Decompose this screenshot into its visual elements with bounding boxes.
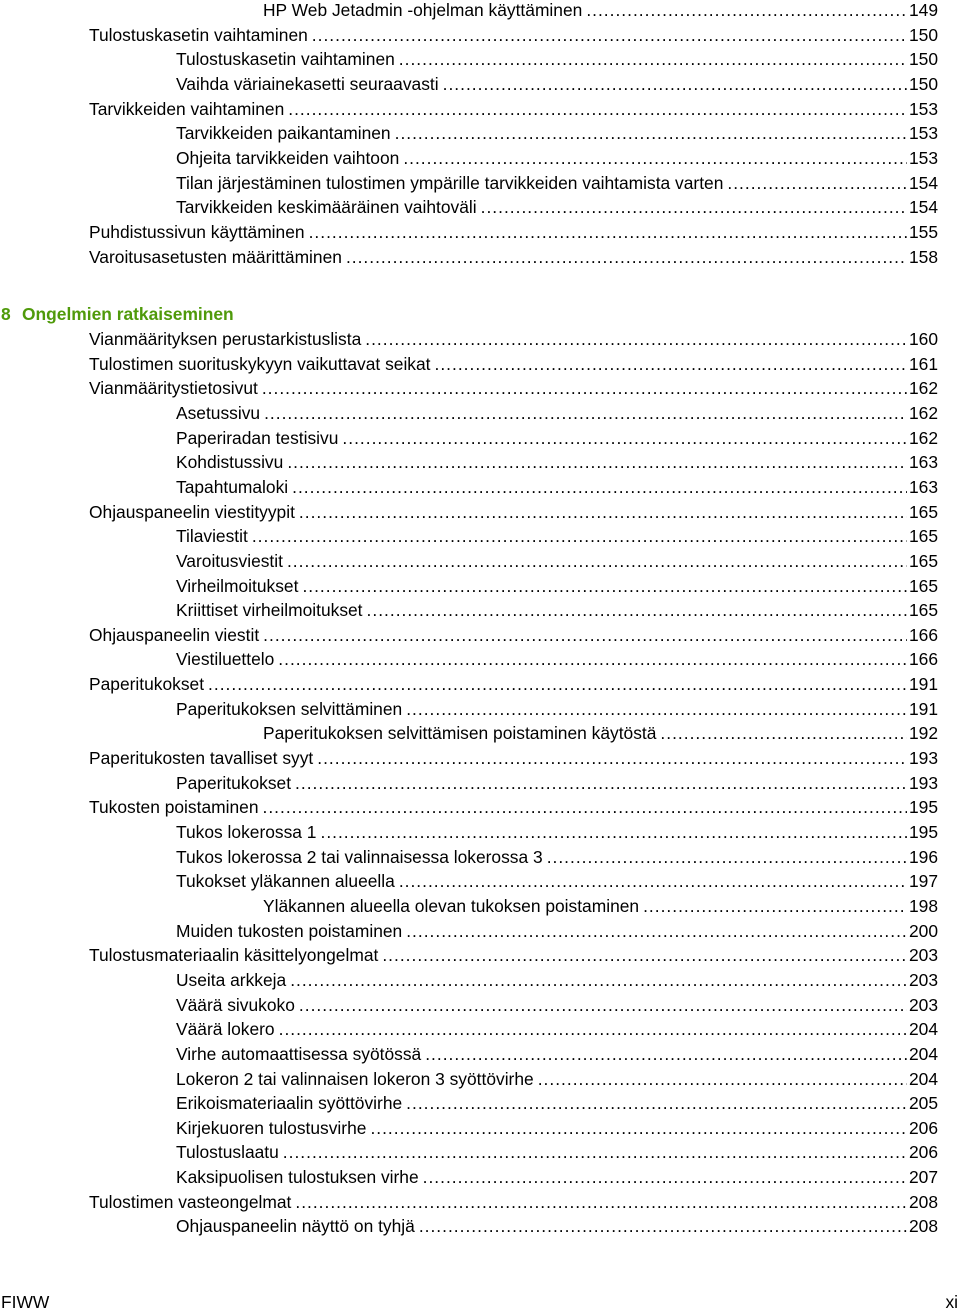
toc-entry-level-2 [176, 648, 938, 670]
toc-entry-level-2 [176, 1068, 938, 1090]
toc-entry-level-2 [176, 172, 938, 194]
dot-leader [538, 1068, 907, 1090]
dot-leader [643, 895, 907, 917]
toc-entry-title: Puhdistussivun käyttäminen [89, 221, 305, 242]
toc-entry[interactable] [0, 525, 960, 547]
toc-entry-title: Kaksipuolisen tulostuksen virhe [176, 1167, 419, 1188]
toc-entry[interactable] [0, 0, 960, 21]
toc-entry[interactable] [0, 796, 960, 818]
toc-entry-title: Erikoismateriaalin syöttövirhe [176, 1093, 403, 1114]
toc-entry[interactable] [0, 870, 960, 892]
chapter-heading[interactable] [0, 302, 960, 326]
dot-leader [399, 48, 907, 70]
toc-entry-title: Tarvikkeiden keskimääräinen vaihtoväli [176, 197, 477, 218]
dot-leader [399, 870, 907, 892]
toc-entry-level-1 [89, 673, 938, 695]
toc-entry-title: Paperitukokset [89, 674, 205, 695]
toc-entry-page-number: 206 [908, 1142, 938, 1163]
toc-entry-page-number: 162 [908, 378, 938, 399]
dot-leader [283, 1141, 907, 1163]
toc-entry-page-number: 166 [908, 649, 938, 670]
toc-entry-page-number: 153 [908, 98, 938, 119]
dot-leader [660, 722, 907, 744]
toc-entry[interactable] [0, 944, 960, 966]
toc-entry-level-1 [89, 221, 938, 243]
toc-entry[interactable] [0, 722, 960, 744]
toc-entry-title: Tarvikkeiden paikantaminen [176, 123, 391, 144]
toc-entry-page-number: 165 [908, 501, 938, 522]
toc-entry[interactable] [0, 747, 960, 769]
toc-entry-level-2 [176, 575, 938, 597]
toc-entry[interactable] [0, 402, 960, 424]
dot-leader [406, 698, 907, 720]
toc-entry-page-number: 162 [908, 427, 938, 448]
dot-leader [309, 221, 907, 243]
toc-entry-page-number: 195 [908, 822, 938, 842]
toc-entry-page-number: 198 [908, 895, 938, 916]
toc-entry-page-number: 191 [908, 698, 938, 719]
toc-entry-level-2 [176, 451, 938, 473]
toc-entry-title: Tukosten poistaminen [89, 797, 259, 818]
toc-entry[interactable] [0, 451, 960, 473]
chapter-number: 8 [1, 304, 11, 324]
dot-leader [342, 427, 907, 449]
dot-leader [208, 673, 907, 695]
dot-leader [295, 1191, 907, 1213]
toc-entry-level-1 [89, 98, 938, 120]
dot-leader [443, 73, 907, 95]
toc-entry-page-number: 150 [908, 49, 938, 70]
dot-leader [263, 624, 907, 646]
toc-entry-title: Yläkannen alueella olevan tukoksen poistaminen [263, 895, 640, 916]
toc-entry-page-number: 162 [908, 402, 938, 423]
dot-leader [263, 796, 907, 818]
toc-entry-level-1 [89, 1191, 938, 1213]
dot-leader [481, 196, 907, 218]
toc-entry-level-2 [176, 969, 938, 991]
dot-leader [295, 772, 907, 794]
dot-leader [727, 172, 907, 194]
dot-leader [288, 98, 907, 120]
dot-leader [586, 0, 907, 21]
toc-entry-title: Tulostuskasetin vaihtaminen [176, 49, 395, 70]
toc-entry-page-number: 207 [908, 1167, 938, 1188]
toc-entry[interactable] [0, 147, 960, 169]
toc-entry-title: Tapahtumaloki [176, 476, 289, 497]
toc-entry-level-1 [89, 246, 938, 268]
toc-entry-page-number: 193 [908, 772, 938, 793]
toc-entry-title: Tulostimen vasteongelmat [89, 1191, 292, 1212]
toc-entry-page-number: 154 [908, 197, 938, 218]
toc-entry-title: Kirjekuoren tulostusvirhe [176, 1117, 367, 1138]
toc-entry-page-number: 208 [908, 1216, 938, 1237]
toc-entry-page-number: 208 [908, 1191, 938, 1212]
toc-entry-level-3 [263, 895, 938, 917]
dot-leader [320, 821, 907, 843]
toc-entry-title: Paperitukoksen selvittämisen poistaminen käytöstä [263, 723, 657, 744]
toc-entry[interactable] [0, 920, 960, 942]
toc-entry[interactable] [0, 427, 960, 449]
dot-leader [299, 994, 907, 1016]
toc-entry[interactable] [0, 328, 960, 350]
toc-entry-title: Ohjauspaneelin viestityypit [89, 501, 295, 522]
toc-entry-page-number: 161 [908, 353, 938, 374]
toc-entry-title: Paperiradan testisivu [176, 427, 339, 448]
toc-entry-level-1 [89, 24, 938, 46]
toc-entry-page-number: 203 [908, 969, 938, 990]
dot-leader [290, 969, 907, 991]
toc-entry-level-2 [176, 1166, 938, 1188]
toc-entry[interactable] [0, 73, 960, 95]
toc-entry-page-number: 203 [908, 945, 938, 966]
toc-entry[interactable] [0, 476, 960, 498]
toc-entry[interactable] [0, 1043, 960, 1065]
toc-entry-title: Tilaviestit [176, 526, 248, 547]
toc-entry[interactable] [0, 24, 960, 46]
toc-entry[interactable] [0, 98, 960, 120]
toc-entry-title: Väärä sivukoko [176, 994, 295, 1015]
toc-entry-title: Paperitukokset [176, 772, 292, 793]
toc-entry-page-number: 203 [908, 994, 938, 1015]
toc-entry[interactable] [0, 221, 960, 243]
toc-entry-title: Paperitukoksen selvittäminen [176, 698, 403, 719]
dot-leader [346, 246, 907, 268]
toc-entry-page-number: 204 [908, 1068, 938, 1089]
toc-entry[interactable] [0, 969, 960, 991]
footer-page-number: xi [945, 1292, 958, 1312]
toc-entry-level-2 [176, 1215, 938, 1237]
dot-leader [547, 846, 907, 868]
dot-leader [382, 944, 907, 966]
toc-entry[interactable] [0, 1068, 960, 1090]
toc-entry-level-2 [176, 1018, 938, 1040]
toc-entry[interactable] [0, 1215, 960, 1237]
dot-leader [287, 451, 907, 473]
toc-entry[interactable] [0, 550, 960, 572]
toc-entry-title: Vianmääritystietosivut [89, 378, 258, 399]
toc-entry-level-2 [176, 846, 938, 868]
toc-entry-level-2 [176, 427, 938, 449]
dot-leader [395, 122, 907, 144]
toc-entry-level-2 [176, 550, 938, 572]
toc-entry[interactable] [0, 575, 960, 597]
toc-entry-page-number: 150 [908, 24, 938, 45]
toc-entry-title: Kriittiset virheilmoitukset [176, 600, 363, 621]
toc-entry[interactable] [0, 1092, 960, 1114]
toc-entry-page-number: 163 [908, 452, 938, 473]
toc-entry-page-number: 153 [908, 123, 938, 144]
toc-entry[interactable] [0, 196, 960, 218]
toc-entry-title: Useita arkkeja [176, 969, 287, 990]
dot-leader [312, 24, 907, 46]
toc-entry-page-number: 149 [908, 0, 938, 20]
toc-entry[interactable] [0, 698, 960, 720]
toc-entry-page-number: 158 [908, 246, 938, 267]
toc-entry-title: Tulostusmateriaalin käsittelyongelmat [89, 945, 379, 966]
dot-leader [370, 1117, 907, 1139]
toc-entry-page-number: 155 [908, 221, 938, 242]
toc-entry-level-3 [263, 722, 938, 744]
dot-leader [262, 377, 907, 399]
toc-entry-page-number: 204 [908, 1043, 938, 1064]
toc-entry[interactable] [0, 1166, 960, 1188]
toc-entry-level-2 [176, 196, 938, 218]
toc-entry-title: Virhe automaattisessa syötössä [176, 1043, 422, 1064]
toc-entry-page-number: 165 [908, 550, 938, 571]
toc-entry-page-number: 154 [908, 172, 938, 193]
toc-entry-level-2 [176, 122, 938, 144]
toc-entry-page-number: 192 [908, 723, 938, 744]
toc-entry-title: Vaihda väriainekasetti seuraavasti [176, 73, 439, 94]
toc-entry[interactable] [0, 1018, 960, 1040]
toc-entry-level-2 [176, 1141, 938, 1163]
toc-entry-level-3 [263, 0, 938, 21]
toc-entry-level-2 [176, 994, 938, 1016]
toc-entry-title: Lokeron 2 tai valinnaisen lokeron 3 syöttövirhe [176, 1068, 534, 1089]
toc-entry[interactable] [0, 648, 960, 670]
dot-leader [365, 328, 907, 350]
chapter-title: Ongelmien ratkaiseminen [22, 304, 234, 324]
toc-entry-page-number: 150 [908, 73, 938, 94]
dot-leader [367, 599, 907, 621]
toc-entry-level-2 [176, 920, 938, 942]
toc-entry-page-number: 160 [908, 329, 938, 349]
toc-entry[interactable] [0, 1117, 960, 1139]
dot-leader [425, 1043, 907, 1065]
toc-entry-level-2 [176, 599, 938, 621]
toc-entry[interactable] [0, 1191, 960, 1213]
toc-entry-level-1 [89, 747, 938, 769]
toc-entry-title: Virheilmoitukset [176, 575, 299, 596]
toc-entry-title: Tulostuslaatu [176, 1142, 279, 1163]
toc-entry-level-2 [176, 402, 938, 424]
dot-leader [403, 147, 907, 169]
toc-entry-level-2 [176, 698, 938, 720]
footer-left-label: FIWW [1, 1292, 50, 1312]
toc-entry-level-1 [89, 377, 938, 399]
toc-entry-page-number: 165 [908, 526, 938, 547]
toc-entry[interactable] [0, 772, 960, 794]
toc-entry-level-2 [176, 1092, 938, 1114]
toc-entry-title: Tilan järjestäminen tulostimen ympärille tarvikkeiden vaihtamista varten [176, 172, 724, 193]
dot-leader [317, 747, 907, 769]
toc-entry-level-2 [176, 525, 938, 547]
toc-entry-level-2 [176, 870, 938, 892]
toc-entry-title: Viestiluettelo [176, 649, 275, 670]
toc-entry[interactable] [0, 246, 960, 268]
dot-leader [406, 920, 907, 942]
toc-entry-level-2 [176, 73, 938, 95]
toc-entry-page-number: 163 [908, 476, 938, 497]
toc-entry[interactable] [0, 821, 960, 843]
toc-entry-level-2 [176, 147, 938, 169]
toc-entry-title: Ohjauspaneelin näyttö on tyhjä [176, 1216, 415, 1237]
toc-entry-title: HP Web Jetadmin -ohjelman käyttäminen [263, 0, 583, 20]
dot-leader [423, 1166, 907, 1188]
toc-entry[interactable] [0, 353, 960, 375]
toc-entry-level-2 [176, 772, 938, 794]
toc-entry-title: Tulostuskasetin vaihtaminen [89, 24, 308, 45]
toc-entry-title: Ohjauspaneelin viestit [89, 624, 260, 645]
toc-entry-page-number: 166 [908, 624, 938, 645]
toc-entry-page-number: 191 [908, 674, 938, 695]
toc-entry[interactable] [0, 846, 960, 868]
toc-entry[interactable] [0, 673, 960, 695]
toc-entry-title: Varoitusviestit [176, 550, 283, 571]
dot-leader [252, 525, 907, 547]
toc-entry[interactable] [0, 377, 960, 399]
toc-entry-level-1 [89, 624, 938, 646]
toc-entry-page-number: 196 [908, 846, 938, 867]
toc-entry[interactable] [0, 48, 960, 70]
toc-entry[interactable] [0, 122, 960, 144]
toc-entry-page-number: 153 [908, 147, 938, 168]
dot-leader [278, 648, 907, 670]
toc-entry[interactable] [0, 501, 960, 523]
toc-entry-page-number: 193 [908, 748, 938, 769]
toc-entry-title: Ohjeita tarvikkeiden vaihtoon [176, 147, 400, 168]
dot-leader [287, 550, 907, 572]
toc-entry-page-number: 200 [908, 920, 938, 941]
dot-leader [406, 1092, 907, 1114]
toc-entry-level-1 [89, 328, 938, 350]
toc-entry-title: Kohdistussivu [176, 452, 284, 473]
toc-entry-level-2 [176, 48, 938, 70]
toc-entry-page-number: 204 [908, 1019, 938, 1040]
toc-entry-page-number: 205 [908, 1093, 938, 1114]
toc-entry-level-1 [89, 501, 938, 523]
toc-entry-level-2 [176, 1117, 938, 1139]
toc-entry-title: Tukos lokerossa 2 tai valinnaisessa lokerossa 3 [176, 846, 543, 867]
toc-entry-level-1 [89, 353, 938, 375]
toc-entry-level-2 [176, 821, 938, 843]
dot-leader [292, 476, 907, 498]
toc-entry-page-number: 165 [908, 575, 938, 596]
dot-leader [299, 501, 907, 523]
toc-entry-level-2 [176, 1043, 938, 1065]
toc-entry-level-1 [89, 796, 938, 818]
dot-leader [302, 575, 907, 597]
toc-entry[interactable] [0, 895, 960, 917]
toc-entry-page-number: 165 [908, 600, 938, 621]
toc-entry-title: Vianmäärityksen perustarkistuslista [89, 329, 362, 349]
toc-entry-page-number: 195 [908, 797, 938, 818]
toc-entry[interactable] [0, 599, 960, 621]
toc-entry[interactable] [0, 172, 960, 194]
toc-entry-page-number: 197 [908, 871, 938, 892]
toc-entry-title: Muiden tukosten poistaminen [176, 920, 403, 941]
toc-entry-title: Tukokset yläkannen alueella [176, 871, 395, 892]
dot-leader [279, 1018, 907, 1040]
toc-entry-title: Tulostimen suorituskykyyn vaikuttavat seikat [89, 353, 431, 374]
toc-entry-title: Väärä lokero [176, 1019, 275, 1040]
toc-entry-title: Paperitukosten tavalliset syyt [89, 748, 314, 769]
toc-entry-level-1 [89, 944, 938, 966]
toc-entry-title: Tarvikkeiden vaihtaminen [89, 98, 285, 119]
dot-leader [419, 1215, 907, 1237]
toc-entry-title: Asetussivu [176, 402, 261, 423]
toc-entry[interactable] [0, 994, 960, 1016]
dot-leader [435, 353, 907, 375]
toc-entry-title: Tukos lokerossa 1 [176, 822, 317, 842]
toc-entry-page-number: 206 [908, 1117, 938, 1138]
toc-entry[interactable] [0, 624, 960, 646]
toc-entry-title: Varoitusasetusten määrittäminen [89, 246, 342, 267]
toc-entry[interactable] [0, 1141, 960, 1163]
dot-leader [264, 402, 907, 424]
toc-entry-level-2 [176, 476, 938, 498]
